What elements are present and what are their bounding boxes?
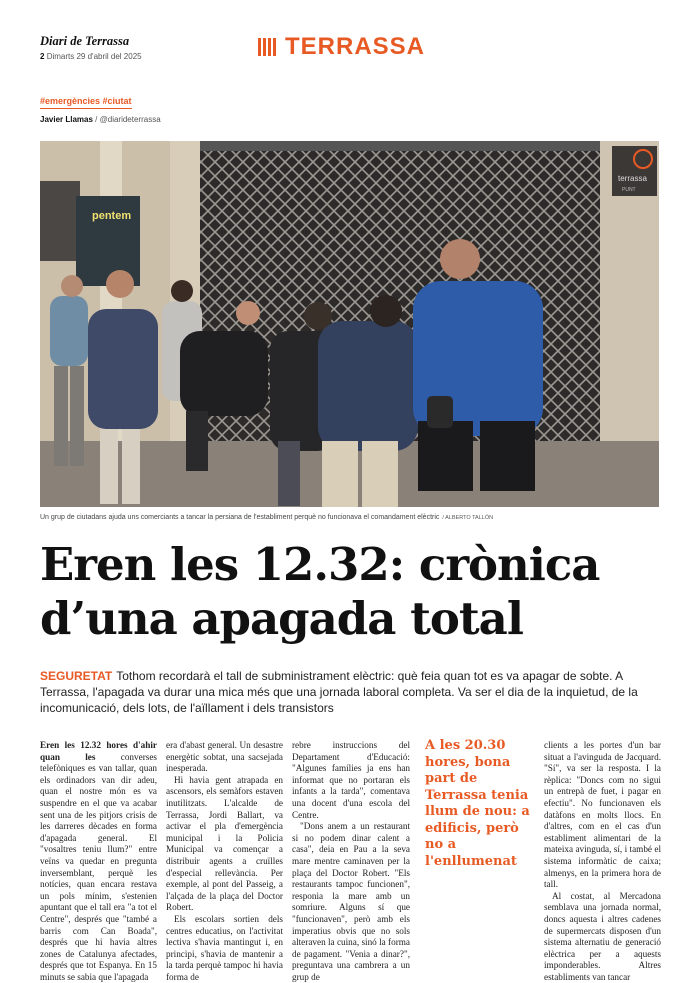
- store-sign: terrassa: [618, 174, 647, 183]
- lead-photo-illustration: [40, 141, 659, 507]
- lede-text: Tothom recordarà el tall de subministrament elèctric: què feia quan tot es va apagar de sobte. A Terrassa, l'apagada va durar una mica més que una jornada laboral completa. Va ser el dia de la inquietud, de la incomunicació, dels lots, de l'aïllament i dels transistors: [40, 669, 638, 715]
- body-paragraph: Hi havia gent atrapada en ascensors, els semàfors estaven inutilitzats. L'alcalde de Terrassa, Jordi Ballart, va activar el pla d'emergència municipal i la Policia Municipal va començar a distribuir agents a cruïlles d'especial rellevància. Per exemple, al pont del Passeig, a l'alçada de la plaça del Doctor Robert.: [166, 774, 283, 913]
- author-name: Javier Llamas: [40, 115, 93, 124]
- body-paragraph: rebre instruccions del Departament d'Educació: "Algunes famílies ja ens han informat que no portaran els infants a la tarda", comentava una docent d'una escola del Centre.: [292, 740, 410, 820]
- body-col1-text: converses telefòniques es van tallar, quan els ordinadors van dir adeu, quan el nostre món es va suspendre en el que va acabar sent una de les pitjors crisis de les darreres dècades en forma d'apagada general. El "vosaltres teniu llum?" entre veïns va quedar en pregunta inversemblant, perquè les notícies, quan encara restava un pols mínim, s'estenien apuntant que el tall era "a tot el Centre", després que "també a barris com Can Boada", després que hi havia altres zones de Catalunya afectades, després que tot Espanya. En 15 minuts se sabia que l'apagada: [40, 751, 157, 982]
- section-header: [258, 35, 425, 59]
- author-handle: / @diarideterrassa: [95, 115, 161, 124]
- caption-text: Un grup de ciutadans ajuda uns comerciants a tancar la persiana de l'establiment perquè no funcionava el comandament elèctric: [40, 514, 440, 521]
- newspaper-logo: Diari de Terrassa: [40, 34, 130, 48]
- section-title: TERRASSA: [285, 33, 426, 60]
- byline: [40, 115, 161, 124]
- body-column-3: [292, 740, 410, 982]
- body-paragraph: era d'abast general. Un desastre energètic sobtat, una sacsejada inesperada.: [166, 740, 283, 774]
- lede: [40, 668, 660, 716]
- tag-underline: [40, 108, 132, 109]
- body-paragraph: clients a les portes d'un bar situat a l'avinguda de Jacquard. "Sí", va ser la resposta. I la rèplica: "Doncs com no sigui un entrepà de fuet, i pagar en efectiu". No funcionaven els datàfons en molts llocs. En d'altres, com en el cas d'un establiment alimentari de la mateixa avinguda, sí, i també el sistema informàtic de caixa; almenys, en la primera hora de tall.: [544, 740, 661, 890]
- shoulder-bag: [427, 396, 453, 428]
- headline-line-1: Eren les 12.32: crònica: [40, 538, 600, 591]
- body-lead-in: Eren les 12.32 hores d'ahir quan les: [40, 740, 157, 762]
- body-paragraph: "Dons anem a un restaurant si no podem dinar calent a casa", deia en Pau a la seva mare mentre caminaven per la plaça del Doctor Robert. "Els restaurants tampoc funcionen", responia la mare amb un somriure. Alguns sí que "funcionaven", però amb els imperatius obvis que no sols alteraven la cuina, sinó la forma de pagament. "Venia a dinar?", preguntava una cambrera a un grup de: [292, 821, 410, 982]
- body-paragraph: Al costat, al Mercadona semblava una jornada normal, doncs aquesta i altres cadenes de supermercats disposen d'un sistema alternatiu de generació elèctrica per a aquests imponderables. Altres establiments van tancar: [544, 890, 661, 982]
- lede-kicker: SEGURETAT: [40, 669, 113, 683]
- headline: [40, 538, 670, 646]
- photo-caption: [40, 514, 493, 521]
- body-paragraph: Els escolars sortien dels centres educatius, on l'activitat lectiva s'havia mantingut i, en principi, s'havia de mantenir a la tarda perquè tampoc hi havia forma de: [166, 913, 283, 982]
- issue-date: Dimarts 29 d'abril del 2025: [46, 52, 142, 61]
- page-number: 2: [40, 52, 45, 61]
- headline-line-2: d’una apagada total: [40, 592, 523, 645]
- store-sign-sub: PUNT: [622, 187, 636, 193]
- dateline: [40, 52, 142, 61]
- lead-photo: [40, 141, 659, 507]
- body-column-2: [166, 740, 283, 982]
- topic-tags: #emergències #ciutat: [40, 96, 132, 106]
- body-column-1: [40, 740, 157, 982]
- pull-quote: A les 20.30 hores, bona part de Terrassa tenia llum de nou: a edificis, però no a l'enllumenat: [425, 738, 530, 869]
- section-bars-icon: [258, 38, 276, 56]
- photo-credit: / ALBERTO TALLÓN: [442, 515, 494, 521]
- storefront-sign: pentem: [92, 210, 132, 222]
- body-column-5: [544, 740, 661, 982]
- masthead: [40, 34, 660, 64]
